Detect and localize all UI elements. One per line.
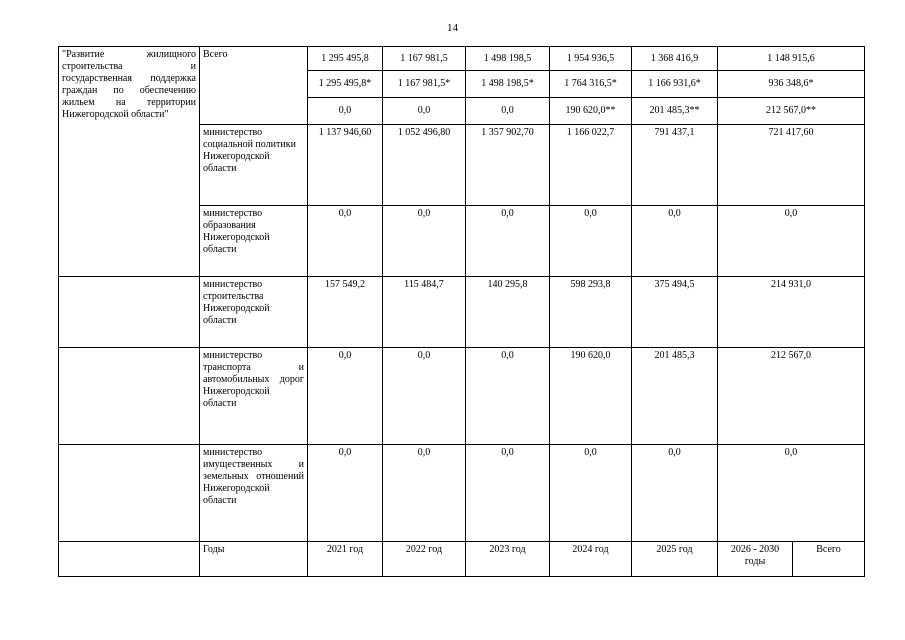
total-label: Всего bbox=[200, 47, 308, 125]
year-header: 2024 год bbox=[550, 542, 632, 577]
total-regional-value: 1 166 931,6* bbox=[632, 71, 718, 98]
executor-name: министерство имущественных и земельных отношений Нижегородской области bbox=[200, 445, 308, 542]
executor-value: 212 567,0 bbox=[718, 348, 865, 445]
total-federal-value: 0,0 bbox=[466, 98, 550, 125]
executor-value: 0,0 bbox=[308, 445, 383, 542]
executor-value: 190 620,0 bbox=[550, 348, 632, 445]
executor-value: 1 137 946,60 bbox=[308, 125, 383, 206]
total-value: 1 498 198,5 bbox=[466, 47, 550, 71]
executor-value: 0,0 bbox=[632, 206, 718, 277]
total-regional-value: 936 348,6* bbox=[718, 71, 865, 98]
executor-name: министерство транспорта и автомобильных дорог Нижегородской области bbox=[200, 348, 308, 445]
year-header: 2022 год bbox=[383, 542, 466, 577]
executor-value: 157 549,2 bbox=[308, 277, 383, 348]
year-header: 2023 год bbox=[466, 542, 550, 577]
executor-value: 0,0 bbox=[466, 348, 550, 445]
year-header: 2025 год bbox=[632, 542, 718, 577]
total-federal-value: 212 567,0** bbox=[718, 98, 865, 125]
total-regional-value: 1 295 495,8* bbox=[308, 71, 383, 98]
executor-value: 375 494,5 bbox=[632, 277, 718, 348]
executor-value: 1 052 496,80 bbox=[383, 125, 466, 206]
total-federal-value: 190 620,0** bbox=[550, 98, 632, 125]
executor-value: 0,0 bbox=[550, 206, 632, 277]
executor-value: 140 295,8 bbox=[466, 277, 550, 348]
executor-value: 201 485,3 bbox=[632, 348, 718, 445]
executor-value: 0,0 bbox=[466, 445, 550, 542]
year-header: Всего bbox=[793, 542, 865, 577]
program-name: "Развитие жилищного строительства и государственная поддержка граждан по обеспечению жильем на территории Нижегородской области" bbox=[59, 47, 200, 277]
total-value: 1 148 915,6 bbox=[718, 47, 865, 71]
total-regional-value: 1 498 198,5* bbox=[466, 71, 550, 98]
total-federal-value: 0,0 bbox=[383, 98, 466, 125]
executor-name: министерство строительства Нижегородской области bbox=[200, 277, 308, 348]
executor-name: министерство социальной политики Нижегородской области bbox=[200, 125, 308, 206]
total-regional-value: 1 764 316,5* bbox=[550, 71, 632, 98]
executor-value: 0,0 bbox=[308, 206, 383, 277]
executor-value: 0,0 bbox=[466, 206, 550, 277]
program-cell-empty bbox=[59, 445, 200, 542]
executor-value: 0,0 bbox=[718, 445, 865, 542]
total-federal-value: 201 485,3** bbox=[632, 98, 718, 125]
total-value: 1 295 495,8 bbox=[308, 47, 383, 71]
executor-value: 1 166 022,7 bbox=[550, 125, 632, 206]
total-regional-value: 1 167 981,5* bbox=[383, 71, 466, 98]
total-value: 1 954 936,5 bbox=[550, 47, 632, 71]
program-cell-empty bbox=[59, 542, 200, 577]
total-value: 1 167 981,5 bbox=[383, 47, 466, 71]
executor-value: 0,0 bbox=[383, 445, 466, 542]
executor-value: 598 293,8 bbox=[550, 277, 632, 348]
executor-value: 0,0 bbox=[308, 348, 383, 445]
executor-value: 721 417,60 bbox=[718, 125, 865, 206]
program-cell-empty bbox=[59, 348, 200, 445]
executor-value: 0,0 bbox=[383, 206, 466, 277]
total-federal-value: 0,0 bbox=[308, 98, 383, 125]
total-value: 1 368 416,9 bbox=[632, 47, 718, 71]
executor-value: 0,0 bbox=[550, 445, 632, 542]
executor-value: 214 931,0 bbox=[718, 277, 865, 348]
executor-value: 0,0 bbox=[718, 206, 865, 277]
executor-value: 0,0 bbox=[632, 445, 718, 542]
executor-value: 0,0 bbox=[383, 348, 466, 445]
executor-value: 1 357 902,70 bbox=[466, 125, 550, 206]
year-header: 2026 - 2030 годы bbox=[718, 542, 793, 577]
executor-value: 791 437,1 bbox=[632, 125, 718, 206]
executor-value: 115 484,7 bbox=[383, 277, 466, 348]
year-header: 2021 год bbox=[308, 542, 383, 577]
years-label: Годы bbox=[200, 542, 308, 577]
page-number: 14 bbox=[447, 22, 458, 34]
program-cell-empty bbox=[59, 277, 200, 348]
executor-name: министерство образования Нижегородской области bbox=[200, 206, 308, 277]
budget-table bbox=[58, 46, 865, 577]
